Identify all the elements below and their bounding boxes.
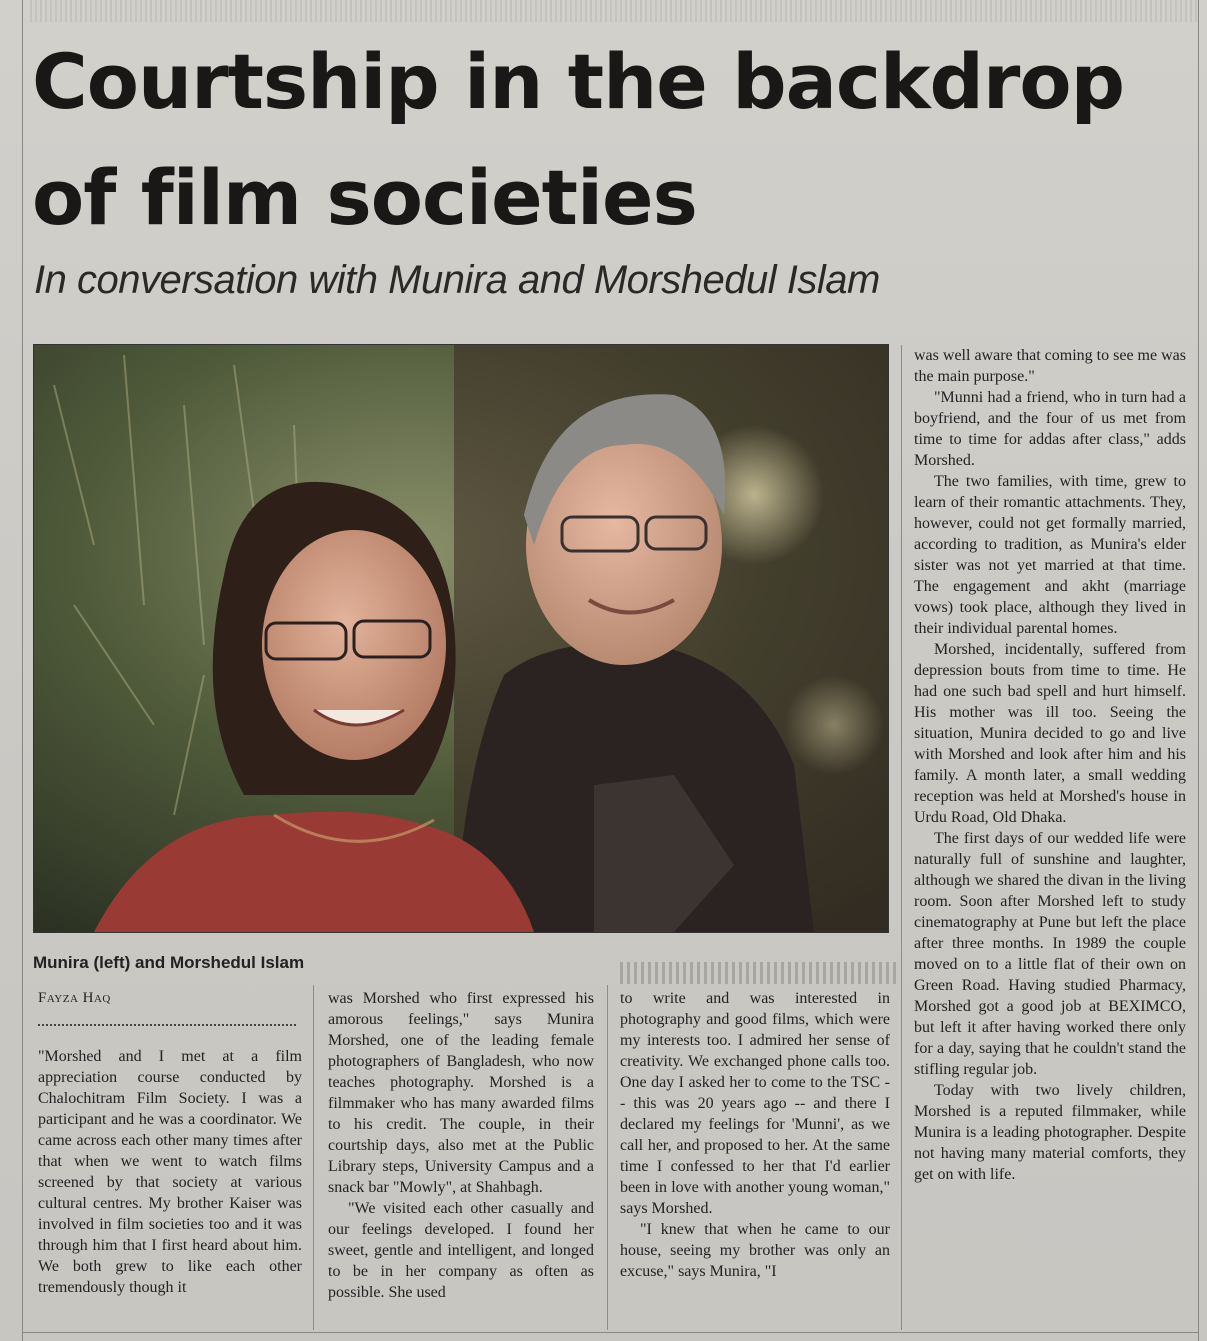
article-headline: Courtship in the backdrop of film societies <box>32 37 1124 242</box>
paragraph: "I knew that when he came to our house, seeing my brother was only an excuse," says Munira, "I <box>620 1221 890 1280</box>
bleed-through-text <box>30 0 1200 22</box>
paragraph: "Munni had a friend, who in turn had a boyfriend, and the four of us met from time to time for addas after class," adds Morshed. <box>914 389 1186 469</box>
paragraph: to write and was interested in photography and good films, which were my interests too. I admired her sense of creativity. We exchanged phone calls too. One day I asked her to come to the TSC -- this was 20 years ago -- and there I declared my feelings for 'Munni', as we call her, and proposed to her. At the same time I confessed to her that I'd earlier been in love with another young woman," says Morshed. <box>620 990 890 1217</box>
paragraph: The two families, with time, grew to learn of their romantic attachments. They, however, could not get formally married, according to tradition, as Munira's elder sister was not yet married at that time. The engagement and akht (marriage vows) took place, although they lived in their individual parental homes. <box>914 473 1186 637</box>
paragraph: was well aware that coming to see me was the main purpose." <box>914 347 1186 385</box>
article-subheading: In conversation with Munira and Morshedul Islam <box>34 258 880 302</box>
article-column-2 <box>328 988 594 1303</box>
couple-photo-illustration <box>34 345 888 932</box>
article-column-3 <box>620 988 890 1282</box>
column-rule <box>607 985 608 1330</box>
paragraph: Morshed, incidentally, suffered from depression bouts from time to time. He had one such bad spell and hurt himself. His mother was ill too. Seeing the situation, Munira decided to go and live with Morshed and look after him and his family. A month later, a small wedding reception was held at Morshed's house in Urdu Road, Old Dhaka. <box>914 641 1186 826</box>
byline: Fayza Haq <box>38 990 111 1006</box>
bottom-rule <box>22 1332 1199 1333</box>
couple-photo <box>33 344 889 933</box>
paragraph: "Morshed and I met at a film appreciation course conducted by Chalochitram Film Society. I was a participant and he was a coordinator. We came across each other many times after that when we went to watch films screened by that society at various cultural centres. My brother Kaiser was involved in film societies too and it was through him that I first heard about him. We both grew to like each other tremendously though it <box>38 1048 302 1296</box>
paragraph: The first days of our wedded life were naturally full of sunshine and laughter, although we shared the divan in the living room. Soon after Morshed left to study cinematography at Pune but left the place after three months. In 1989 the couple moved on to a little flat of their own on Green Road. Having studied Pharmacy, Morshed got a good job at BEXIMCO, but left it after having worked there only for a day, saying that he couldn't stand the stifling regular job. <box>914 830 1186 1078</box>
article-column-1 <box>38 1046 302 1298</box>
column-rule <box>901 345 902 1330</box>
paragraph: Today with two lively children, Morshed is a reputed filmmaker, while Munira is a leading photographer. Despite not having many material comforts, they get on with life. <box>914 1082 1186 1183</box>
column-rule <box>22 0 23 1341</box>
paragraph: "We visited each other casually and our feelings developed. I found her sweet, gentle and intelligent, and longed to be in her company as often as possible. She used <box>328 1200 594 1301</box>
article-column-4 <box>914 345 1186 1185</box>
column-rule <box>1198 0 1199 1341</box>
paragraph: was Morshed who first expressed his amorous feelings," says Munira Morshed, one of the leading female photographers of Bangladesh, who now teaches photography. Morshed is a filmmaker who has many awarded films to his credit. The couple, in their courtship days, also met at the Public Library steps, University Campus and a snack bar "Mowly", at Shahbagh. <box>328 990 594 1196</box>
byline-rule <box>38 1024 296 1026</box>
bleed-through-text <box>620 962 900 984</box>
photo-caption: Munira (left) and Morshedul Islam <box>33 953 305 972</box>
column-rule <box>313 985 314 1330</box>
